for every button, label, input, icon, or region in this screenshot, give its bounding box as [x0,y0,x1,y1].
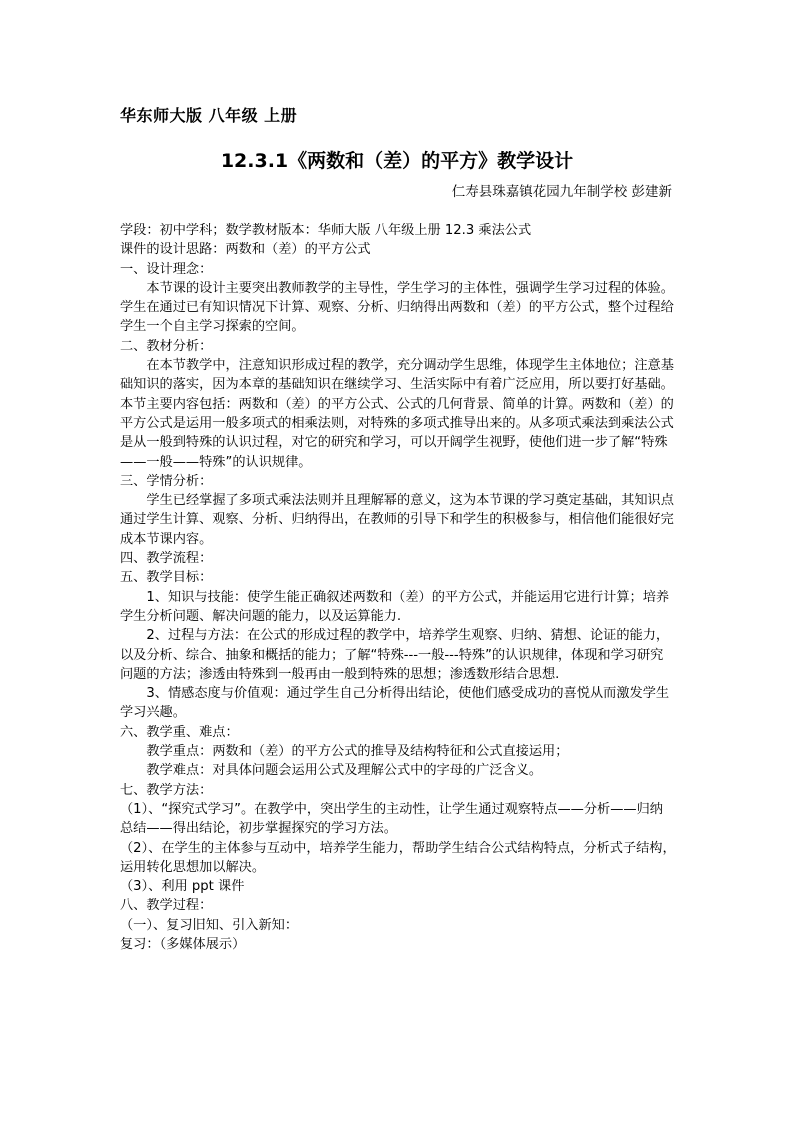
section-heading: 七、教学方法： [120,782,213,798]
paragraph: 学生已经掌握了多项式乘法法则并且理解幂的意义，这为本节课的学习奠定基础，其知识点通过学生计算、观察、分析、归纳得出，在教师的引导下和学生的积极参与，相信他们能很好完成本节课内容。 [120,493,674,547]
paragraph: 复习：（多媒体展示） [120,936,246,952]
section-heading: 三、学情分析： [120,473,213,489]
paragraph: 1、知识与技能：使学生能正确叙述两数和（差）的平方公式，并能运用它进行计算；培养学生分析问题、解决问题的能力，以及运算能力. [120,589,670,624]
paragraph: 课件的设计思路：两数和（差）的平方公式 [120,242,371,258]
author-line: 仁寿县珠嘉镇花园九年制学校 彭建新 [451,184,672,200]
header-edition: 华东师大版 八年级 上册 [120,106,298,125]
paragraph: 学段：初中学科；数学教材版本：华师大版 八年级上册 12.3 乘法公式 [120,223,532,238]
paragraph: 本节课的设计主要突出教师教学的主导性，学生学习的主体性，强调学生学习过程的体验。学生在通过已有知识情况下计算、观察、分析、归纳得出两数和（差）的平方公式，整个过程给学生一个自主学习探索的空间。 [120,280,674,335]
section-heading: 六、教学重、难点： [120,724,239,740]
paragraph: 2、过程与方法：在公式的形成过程的教学中，培养学生观察、归纳、猜想、论证的能力，以及分析、综合、抽象和概括的能力；了解“特殊---一般---特殊”的认识规律，体现和学习研究问题的方法；渗透由特殊到一般再由一般到特殊的思想；渗透数形结合思想. [120,628,670,682]
paragraph: （一）、复习旧知、引入新知： [120,917,299,933]
document-body [120,221,676,954]
paragraph: 教学重点：两数和（差）的平方公式的推导及结构特征和公式直接运用； [146,744,569,760]
paragraph: 教学难点：对具体问题会运用公式及理解公式中的字母的广泛含义。 [146,763,543,779]
section-heading: 二、教材分析： [120,338,213,354]
section-heading: 四、教学流程： [120,551,213,567]
paragraph: （3）、利用 ppt 课件 [120,879,245,895]
section-heading: 一、设计理念： [120,261,213,277]
paragraph: （2）、在学生的主体参与互动中，培养学生能力，帮助学生结合公式结构特点，分析式子结构，运用转化思想加以解决。 [120,840,676,875]
paragraph: 3、情感态度与价值观：通过学生自己分析得出结论，使他们感受成功的喜悦从而激发学生学习兴趣。 [120,686,670,721]
section-heading: 五、教学目标： [120,570,213,586]
paragraph: （1）、“探究式学习”。在教学中，突出学生的主动性，让学生通过观察特点——分析——归纳总结——得出结论，初步掌握探究的学习方法。 [120,801,663,837]
section-heading: 八、教学过程： [120,898,213,914]
paragraph: 在本节教学中，注意知识形成过程的教学，充分调动学生思维，体现学生主体地位；注意基础知识的落实，因为本章的基础知识在继续学习、生活实际中有着广泛应用，所以要打好基础。本节主要内容包括：两数和（差）的平方公式、公式的几何背景、简单的计算。两数和（差）的平方公式是运用一般多项式的相乘法则，对特殊的多项式推导出来的。从多项式乘法到乘法公式是从一般到特殊的认识过程，对它的研究和学习，可以开阔学生视野，使他们进一步了解“特殊——一般——特殊”的认识规律。 [120,358,674,470]
page-title: 12.3.1《两数和（差）的平方》教学设计 [220,150,574,172]
